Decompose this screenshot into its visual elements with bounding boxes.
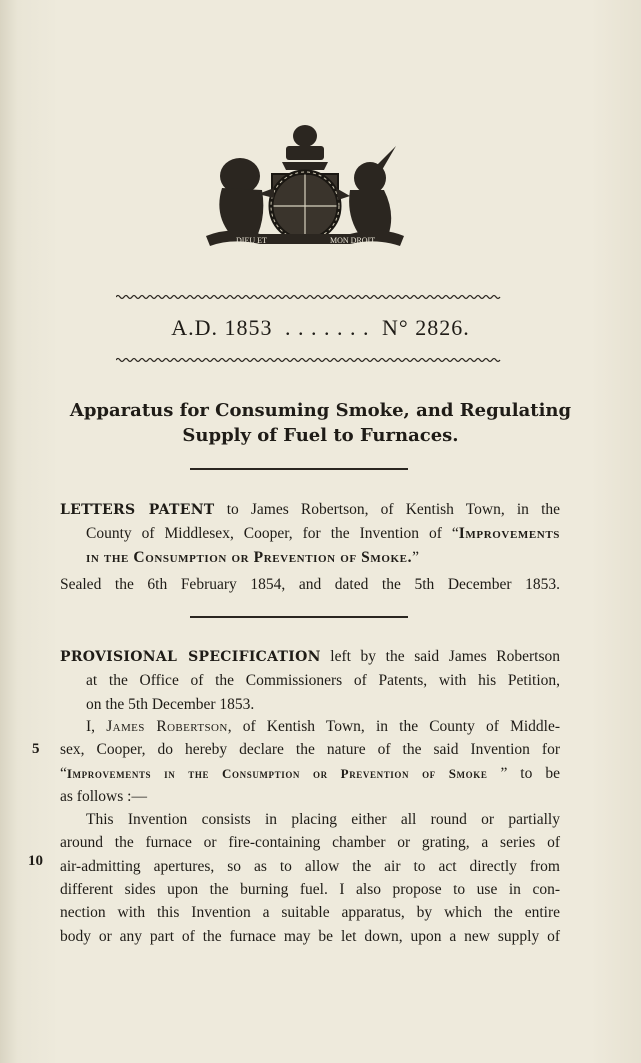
patent-header [0,315,641,341]
royal-coat-of-arms-icon [200,118,410,250]
sealed-line [60,573,560,596]
divider-1 [190,468,408,470]
provisional-lead: PROVISIONAL SPECIFICATION [60,649,321,665]
letters-line-3: in the Consumption or Prevention of Smoke. [86,548,413,566]
letters-line-3-end: ” [412,548,419,566]
motto-left: DIEU ET [236,236,267,245]
letters-line-2: County of Middlesex, Cooper, for the Invention of “ [86,525,459,543]
body-line-9: nection with this Invention a suitable apparatus, by which the entire [60,904,560,922]
body-l1a: I, [86,718,96,735]
body-line-4: as follows :— [60,787,147,805]
letters-line-2-caps: Improvements [458,525,560,543]
patent-year: A.D. 1853 [171,315,273,340]
sealed-text: Sealed the 6th February 1854, and dated the 5th December 1853. [60,576,560,593]
line-number-10: 10 [28,853,43,869]
body-line-2: sex, Cooper, do hereby declare the nature of the said Invention for [60,741,560,759]
letters-patent [60,498,560,569]
body-line-6: around the furnace or fire-containing chamber or grating, a series of [60,834,560,852]
divider-2 [190,616,408,618]
body-l3a: “ [60,764,67,782]
body-line-3-caps: Improvements in the Consumption or Prevention of Smoke [66,765,488,781]
provisional-line-2: at the Office of the Commissioners of Patents, with his Petition, [86,672,560,690]
body-line-5: This Invention consists in placing either all round or partially [86,811,560,829]
inventor-name: James Robertson [106,718,228,735]
letters-line-1: to James Robertson, of Kentish Town, in the [226,501,561,518]
line-number-5: 5 [32,741,40,757]
title-line-1: Apparatus for Consuming Smoke, and Regulating [69,400,572,421]
body-line-8: different sides upon the burning fuel. I also propose to use in con- [60,881,560,899]
body-line-7: air-admitting apertures, so as to allow the air to act directly from [60,857,560,875]
motto-right: MON DROIT [330,236,376,245]
header-dots: . . . . . . . [285,315,370,340]
patent-title [40,398,601,448]
provisional-specification [60,645,560,716]
provisional-line-3: on the 5th December 1853. [86,695,255,713]
title-line-2: Supply of Fuel to Furnaces. [182,425,459,446]
body-l1b: , of Kentish Town, in the County of Middle- [227,718,561,735]
letters-patent-lead: LETTERS PATENT [60,502,215,518]
ornamental-rule-top [116,294,502,300]
body-l3b: ” to be [487,764,560,782]
specification-body [60,715,560,948]
body-line-10: body or any part of the furnace may be let down, upon a new supply of [60,927,560,945]
patent-number: N° 2826. [382,315,470,340]
provisional-line-1: left by the said James Robertson [330,648,560,665]
ornamental-rule-bottom [116,357,502,363]
